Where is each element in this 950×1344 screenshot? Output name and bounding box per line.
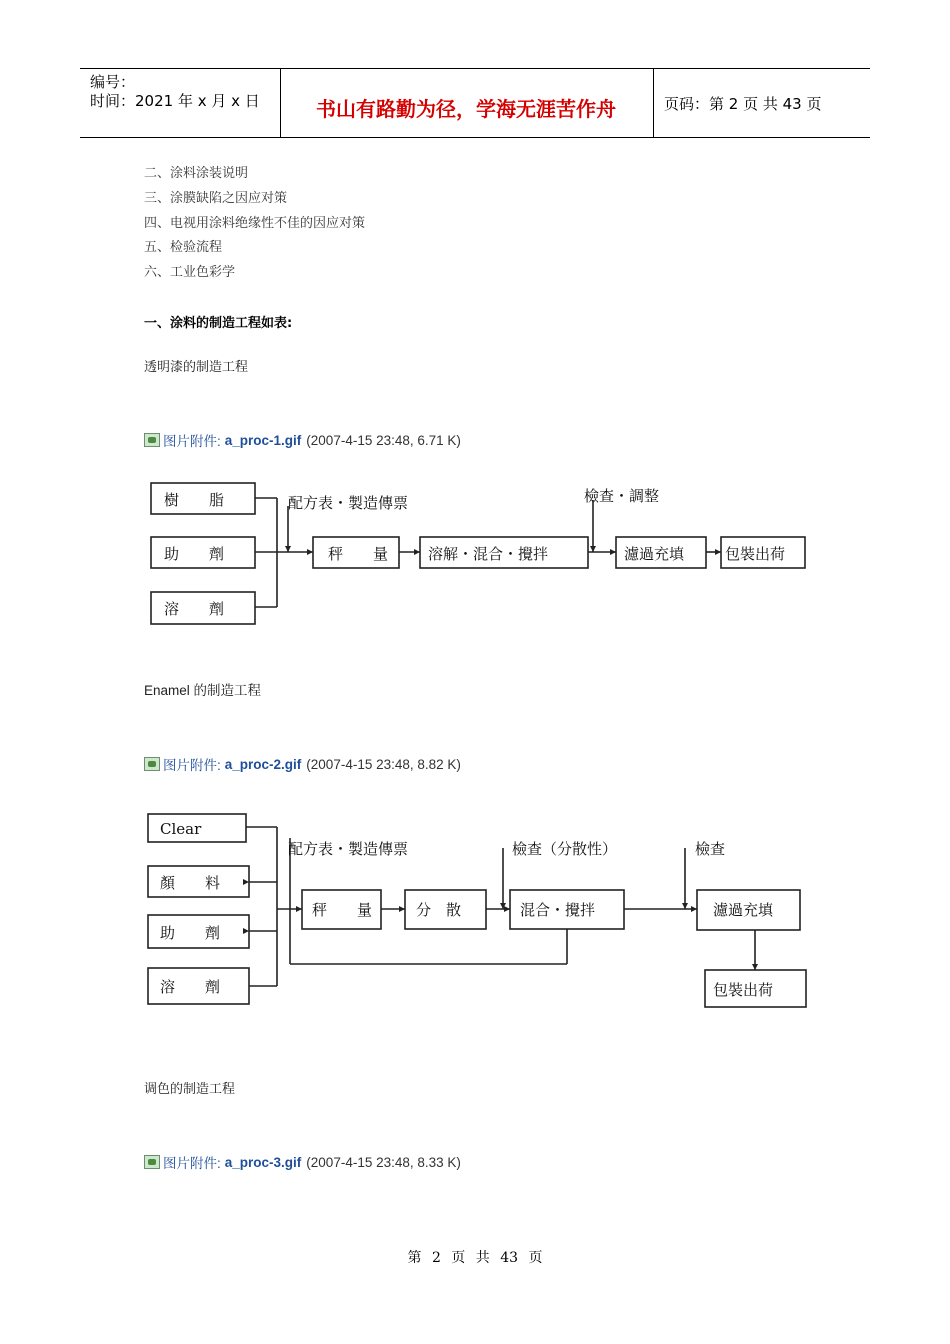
attachment-meta: (2007-4-15 23:48, 6.71 K) bbox=[306, 432, 461, 448]
label-pack: 包裝出荷 bbox=[713, 981, 774, 999]
image-icon bbox=[144, 433, 160, 447]
label-disperse: 分 散 bbox=[416, 901, 462, 919]
attachment-link[interactable]: a_proc-2.gif bbox=[224, 756, 302, 772]
image-icon bbox=[144, 757, 160, 771]
label-clear: Clear bbox=[160, 820, 202, 838]
label-formula: 配方表・製造傳票 bbox=[288, 840, 409, 858]
image-attachment[interactable] bbox=[144, 1152, 461, 1172]
toc-item: 四、电视用涂料绝缘性不佳的因应对策 bbox=[144, 216, 366, 231]
label-pigment: 顏 料 bbox=[160, 874, 221, 892]
label-pack: 包裝出荷 bbox=[725, 545, 786, 563]
section-heading: 一、涂料的制造工程如表: bbox=[144, 316, 293, 331]
attachment-label: 图片附件: bbox=[163, 758, 221, 773]
image-icon bbox=[144, 1155, 160, 1169]
label-inspect: 檢查・調整 bbox=[584, 487, 660, 505]
page-footer: 第 2 页 共 43 页 bbox=[407, 1250, 543, 1266]
section-caption: 透明漆的制造工程 bbox=[144, 360, 249, 375]
toc-item: 三、涂膜缺陷之因应对策 bbox=[144, 191, 288, 206]
number-label: 编号： bbox=[90, 73, 136, 91]
date-label: 时间：2021 年 x 月 x 日 bbox=[90, 92, 260, 110]
header-motto: 书山有路勤为径，学海无涯苦作舟 bbox=[316, 97, 616, 121]
attachment-meta: (2007-4-15 23:48, 8.82 K) bbox=[306, 756, 461, 772]
toc-item: 二、涂料涂装说明 bbox=[144, 166, 249, 181]
toc-item: 六、工业色彩学 bbox=[144, 265, 236, 280]
image-attachment[interactable] bbox=[144, 754, 461, 774]
toc-item: 五、检验流程 bbox=[144, 240, 223, 255]
label-dissolve: 溶解・混合・攪拌 bbox=[428, 545, 549, 563]
attachment-link[interactable]: a_proc-1.gif bbox=[224, 432, 302, 448]
process-diagram-clear-varnish bbox=[140, 474, 820, 634]
label-resin: 樹 脂 bbox=[164, 491, 225, 509]
document-header bbox=[80, 68, 870, 138]
section-caption: 调色的制造工程 bbox=[144, 1082, 236, 1097]
label-inspect: 檢查 bbox=[695, 840, 726, 858]
label-weigh: 秤 量 bbox=[312, 901, 373, 919]
label-additive: 助 劑 bbox=[164, 545, 225, 563]
attachment-meta: (2007-4-15 23:48, 8.33 K) bbox=[306, 1154, 461, 1170]
attachment-label: 图片附件: bbox=[163, 1156, 221, 1171]
label-weigh: 秤 量 bbox=[328, 545, 389, 563]
label-filter: 濾過充填 bbox=[713, 901, 774, 919]
header-meta bbox=[90, 73, 260, 111]
header-divider bbox=[653, 69, 654, 137]
section-caption: Enamel 的制造工程 bbox=[144, 683, 262, 698]
label-formula: 配方表・製造傳票 bbox=[288, 494, 409, 512]
label-solvent: 溶 劑 bbox=[160, 978, 221, 996]
label-solvent: 溶 劑 bbox=[164, 600, 225, 618]
attachment-link[interactable]: a_proc-3.gif bbox=[224, 1154, 302, 1170]
attachment-label: 图片附件: bbox=[163, 434, 221, 449]
image-attachment[interactable] bbox=[144, 430, 461, 450]
process-diagram-enamel bbox=[140, 806, 820, 1016]
label-mix: 混合・攪拌 bbox=[520, 901, 596, 919]
label-inspect-dispersion: 檢查（分散性） bbox=[512, 840, 618, 858]
label-filter: 濾過充填 bbox=[624, 545, 685, 563]
label-additive: 助 劑 bbox=[160, 924, 221, 942]
page-info: 页码：第 2 页 共 43 页 bbox=[664, 95, 822, 113]
